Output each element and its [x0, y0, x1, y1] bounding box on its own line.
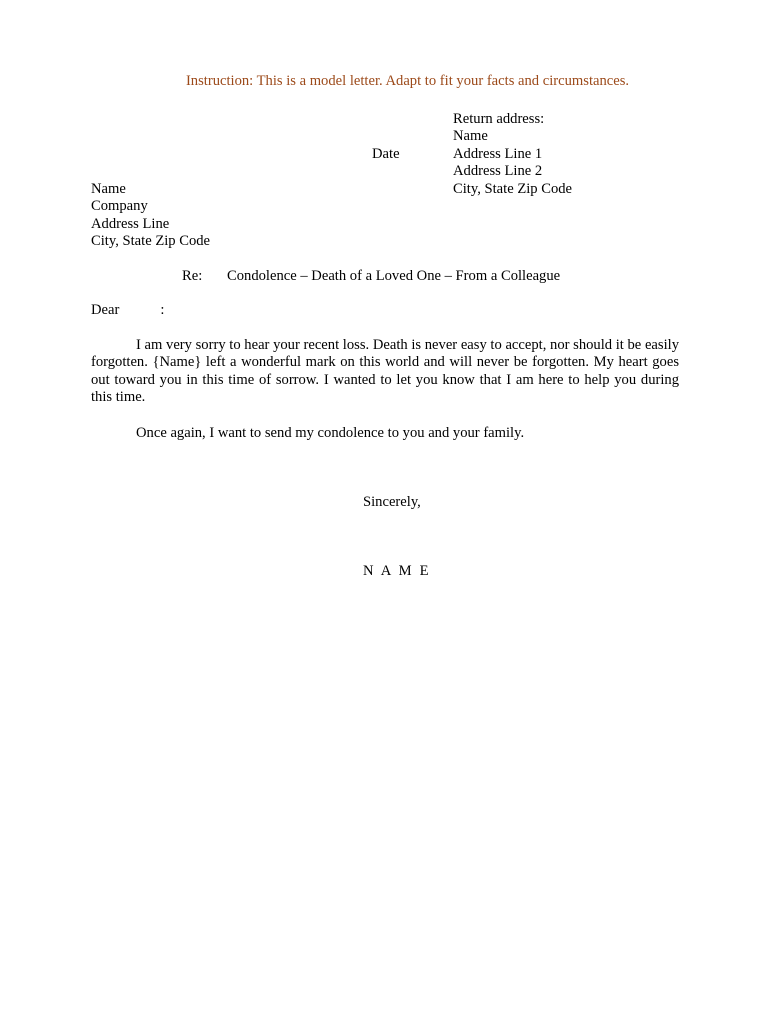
recipient-address: Address Line: [91, 215, 170, 232]
salutation: [91, 302, 164, 319]
subject-label: Re:: [182, 268, 203, 284]
letter-date: Date: [372, 146, 400, 162]
body-paragraph: I am very sorry to hear your recent loss. Death is never easy to accept, nor should it be easily forgotten. {Name} left a wonderful mark on this world and will never be forgotten. My heart goes out toward you in this time of sorrow. I wanted to let you know that I am here to help you during this time.: [91, 337, 679, 406]
recipient-company: Company: [91, 198, 148, 215]
closing: Sincerely,: [363, 494, 421, 510]
salutation-text: Dear: [91, 302, 120, 318]
body-paragraph: Once again, I want to send my condolence to you and your family.: [136, 425, 525, 441]
return-address-line2: Address Line 2: [453, 163, 543, 180]
recipient-name: Name: [91, 181, 126, 197]
return-address-line1: Address Line 1: [453, 145, 543, 162]
recipient-block: [91, 181, 210, 251]
return-address-label: Return address:: [453, 111, 545, 127]
return-address-city-state-zip: City, State Zip Code: [453, 180, 573, 197]
salutation-colon: :: [160, 302, 165, 318]
return-address-block: [453, 111, 572, 198]
subject-line: Condolence – Death of a Loved One – From a Colleague: [227, 268, 561, 284]
recipient-city-state-zip: City, State Zip Code: [91, 233, 211, 250]
signature-name: N A M E: [363, 563, 431, 579]
return-address-name: Name: [453, 128, 488, 145]
instruction-note: Instruction: This is a model letter. Adapt to fit your facts and circumstances.: [185, 73, 630, 89]
